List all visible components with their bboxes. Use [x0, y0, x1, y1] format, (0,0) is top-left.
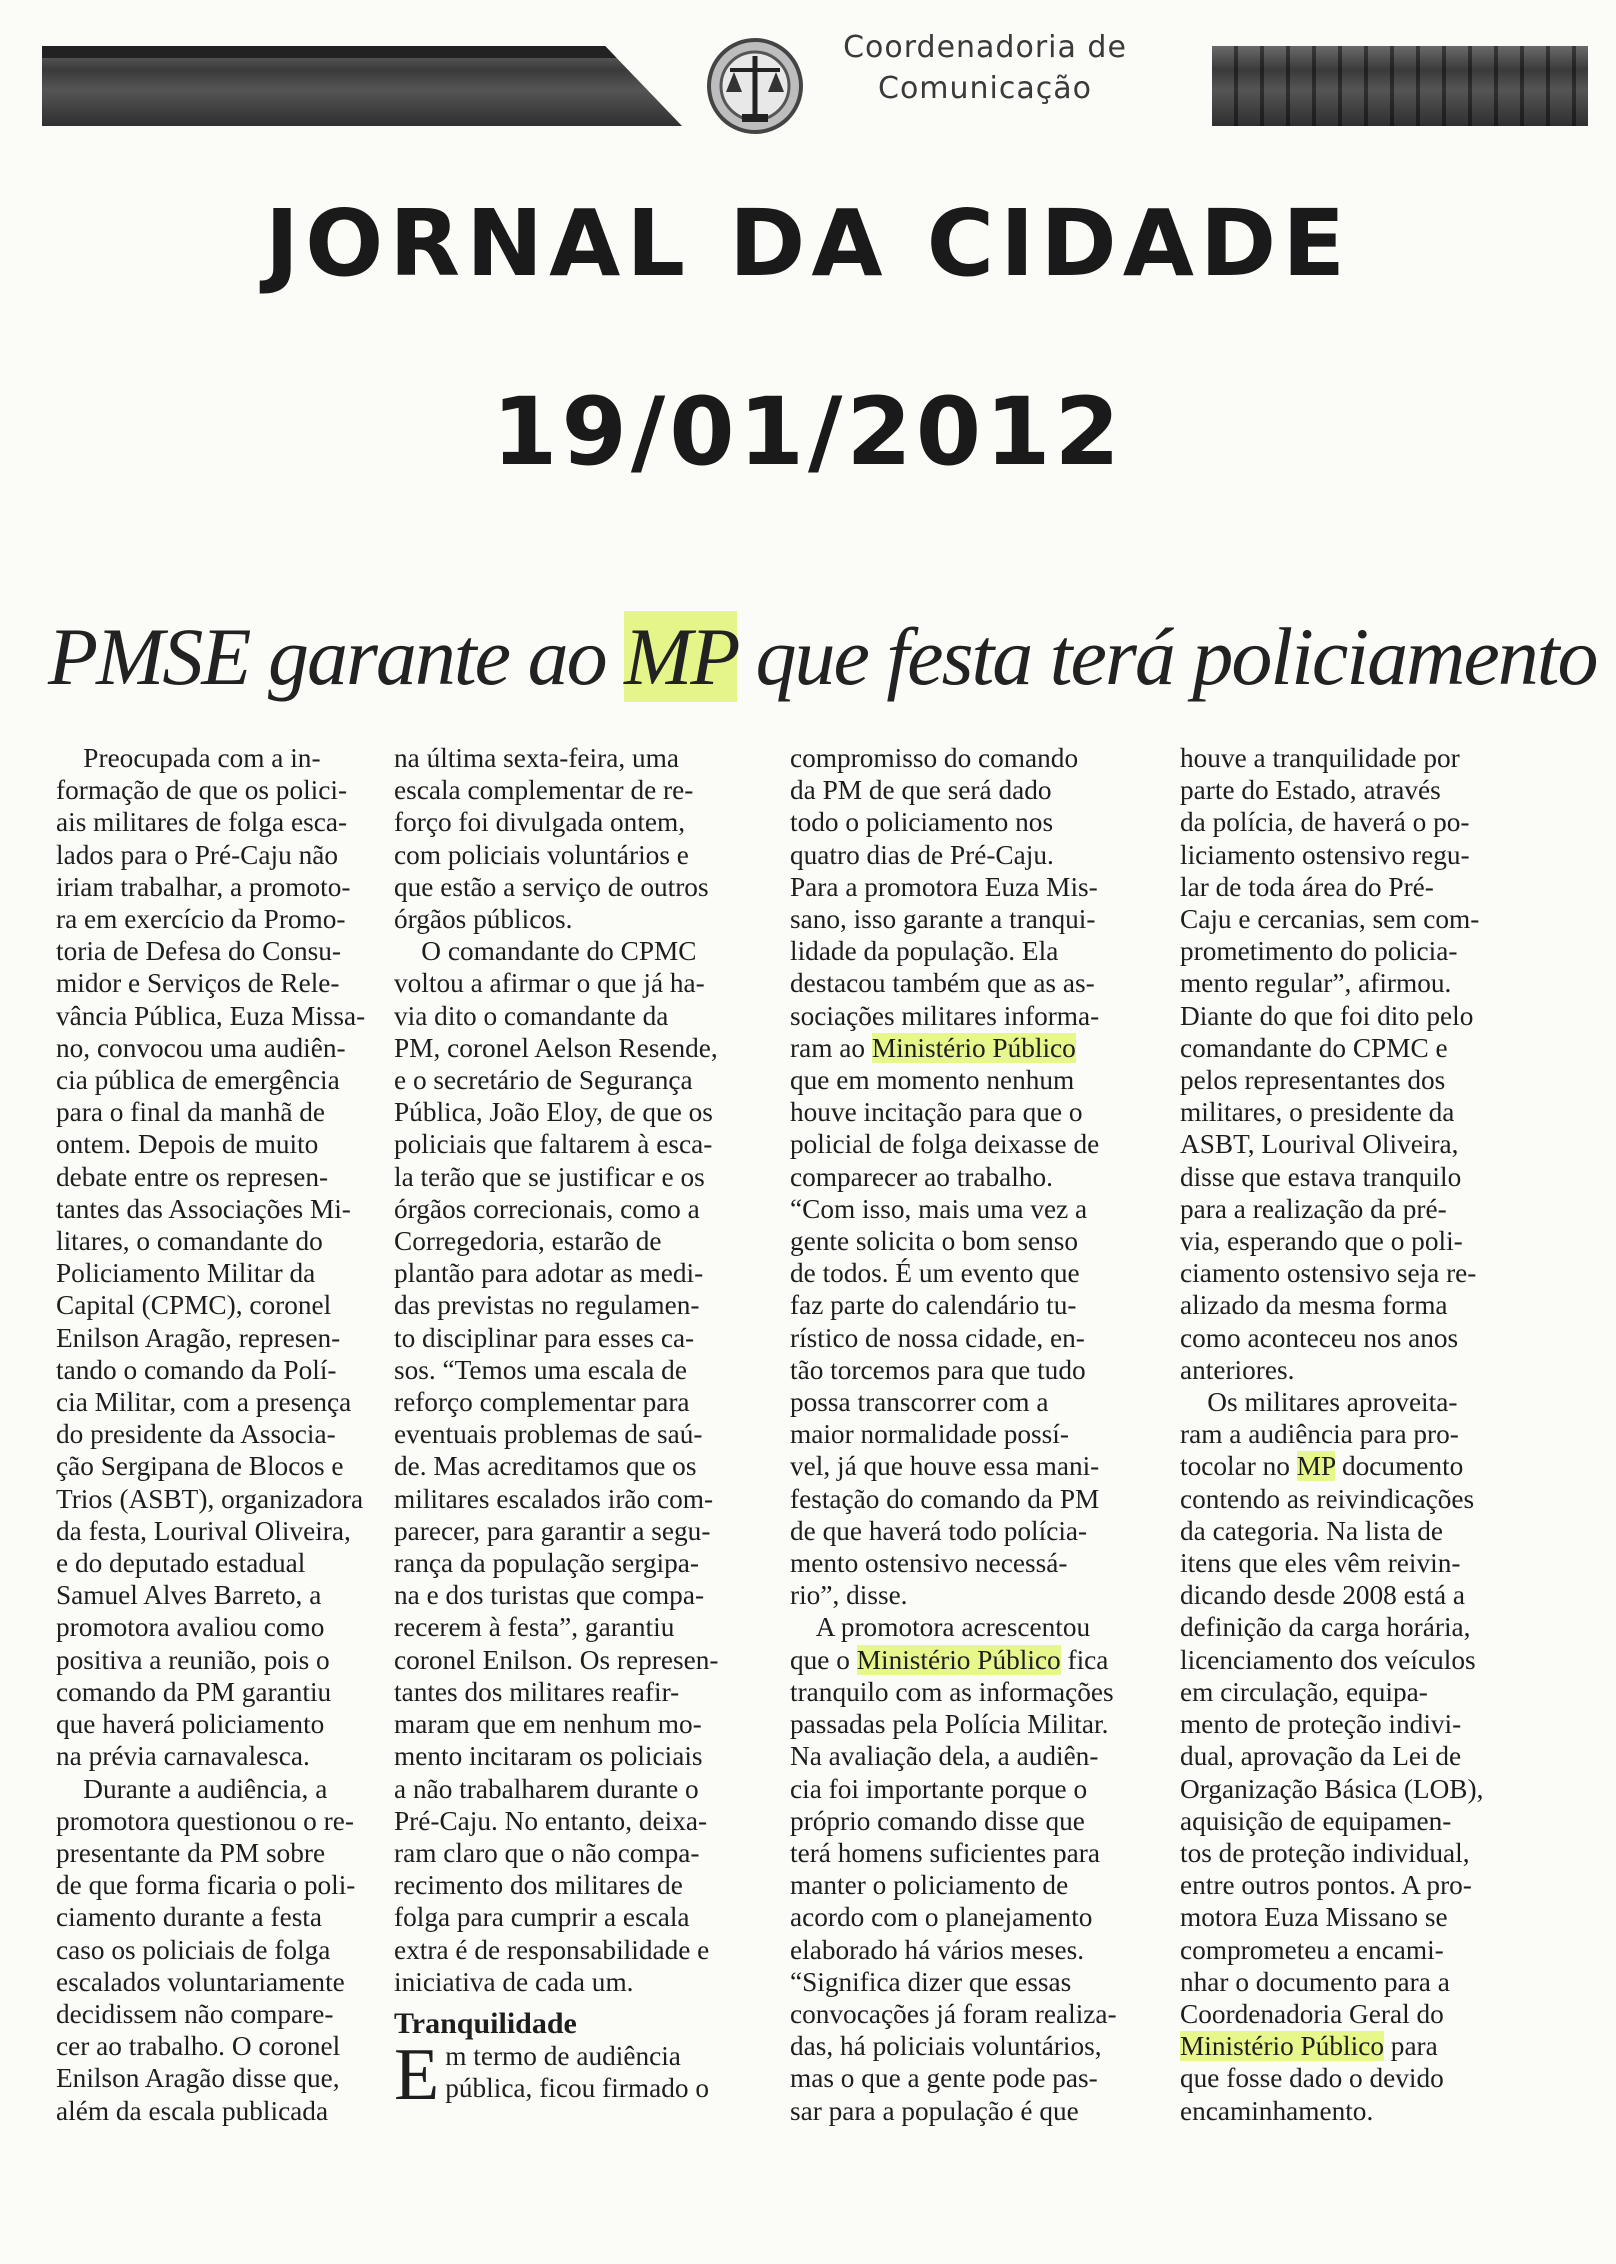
text-line: extra é de responsabilidade e: [394, 1934, 710, 1965]
headline-highlight: MP: [624, 611, 737, 702]
text-line: voltou a afirmar o que já ha-: [394, 968, 705, 999]
text-line: na prévia carnavalesca.: [56, 1741, 310, 1772]
text-line: para o final da manhã de: [56, 1097, 326, 1128]
text-line: alizado da mesma forma: [1180, 1290, 1448, 1321]
text-line: faz parte do calendário tu-: [790, 1290, 1077, 1321]
text-line: via, esperando que o poli-: [1180, 1226, 1463, 1257]
text-line: do presidente da Associa-: [56, 1419, 336, 1450]
text-line: policiais que faltarem à esca-: [394, 1129, 713, 1160]
text-line: Trios (ASBT), organizadora: [56, 1483, 364, 1514]
text-line: houve a tranquilidade por: [1180, 743, 1460, 773]
text-line: da categoria. Na lista de: [1180, 1515, 1443, 1546]
text-line: festação do comando da PM: [790, 1483, 1100, 1514]
text-line: destacou também que as as-: [790, 968, 1095, 999]
text-line: órgãos correcionais, como a: [394, 1193, 700, 1224]
text-line: dicando desde 2008 está a: [1180, 1580, 1466, 1611]
text-line: Preocupada com a in-: [56, 743, 321, 773]
newspaper-title: JORNAL DA CIDADE: [264, 190, 1352, 297]
text-line: anteriores.: [1180, 1354, 1295, 1385]
text-line: ram claro que o não compa-: [394, 1837, 700, 1868]
org-label: [842, 24, 1128, 124]
text-line: folga para cumprir a escala: [394, 1902, 690, 1933]
scales-of-justice-emblem-icon: [700, 26, 810, 146]
text-line: promotora questionou o re-: [56, 1805, 354, 1836]
text-line: tando o comando da Polí-: [56, 1354, 337, 1385]
text-line: Enilson Aragão, represen-: [56, 1322, 341, 1353]
text-line: coronel Enilson. Os represen-: [394, 1644, 719, 1675]
article-column-3: [790, 742, 1158, 2127]
text-line: Para a promotora Euza Mis-: [790, 871, 1098, 902]
text-line: tranquilo com as informações: [790, 1676, 1114, 1707]
text-line: prometimento do policia-: [1180, 936, 1458, 967]
text-line: tantes das Associações Mi-: [56, 1193, 351, 1224]
text-line: mento de proteção indivi-: [1180, 1709, 1462, 1740]
text-line: da PM de que será dado: [790, 775, 1052, 806]
publication-date: 19/01/2012: [492, 378, 1124, 487]
article-column-2-body: [394, 742, 764, 1998]
text-line: eventuais problemas de saú-: [394, 1419, 703, 1450]
text-line: ram a audiência para pro-: [1180, 1419, 1459, 1450]
text-line: em circulação, equipa-: [1180, 1676, 1428, 1707]
text-line: que estão a serviço de outros: [394, 871, 709, 902]
text-line: ASBT, Lourival Oliveira,: [1180, 1129, 1459, 1160]
header-band-left: [42, 46, 682, 126]
text-line: midor e Serviços de Rele-: [56, 968, 340, 999]
text-line: decidissem não compare-: [56, 1998, 334, 2029]
text-line: da polícia, de haverá o po-: [1180, 807, 1470, 838]
text-line: Capital (CPMC), coronel: [56, 1290, 332, 1321]
text-line: na última sexta-feira, uma: [394, 743, 679, 773]
text-line: Diante do que foi dito pelo: [1180, 1000, 1474, 1031]
text-line: pelos representantes dos: [1180, 1065, 1446, 1096]
text-line: Os militares aproveita-: [1180, 1387, 1458, 1418]
dropcap-paragraph: [394, 2034, 764, 2117]
text-line: militares, o presidente da: [1180, 1097, 1455, 1128]
highlighted-term: Ministério Público: [871, 1032, 1076, 1063]
text-line: no, convocou uma audiên-: [56, 1032, 346, 1063]
text-line: sar para a população é que: [790, 2095, 1079, 2126]
text-line: elaborado há vários meses.: [790, 1934, 1085, 1965]
text-line: maior normalidade possí-: [790, 1419, 1069, 1450]
text-line: m termo de audiência: [445, 2041, 681, 2072]
text-line: formação de que os polici-: [56, 775, 348, 806]
article-column-4: [1180, 742, 1522, 2127]
text-line: das previstas no regulamen-: [394, 1290, 700, 1321]
text-line: além da escala publicada: [56, 2095, 329, 2126]
text-line: ram ao Ministério Público: [790, 1032, 1076, 1063]
text-line: militares escalados irão com-: [394, 1483, 714, 1514]
highlighted-term: Ministério Público: [1180, 2031, 1384, 2062]
article-column-1: [56, 742, 376, 2127]
text-line: convocações já foram realiza-: [790, 1998, 1117, 2029]
article-headline: [48, 610, 1597, 704]
text-line: sociações militares informa-: [790, 1000, 1100, 1031]
text-line: que haverá policiamento: [56, 1709, 325, 1740]
text-line: disse que estava tranquilo: [1180, 1161, 1462, 1192]
text-line: debate entre os represen-: [56, 1161, 329, 1192]
text-line: Organização Básica (LOB),: [1180, 1773, 1484, 1804]
text-line: vel, já que houve essa mani-: [790, 1451, 1100, 1482]
text-line: tocolar no MP documento: [1180, 1451, 1464, 1482]
text-line: Ministério Público para: [1180, 2031, 1438, 2062]
text-line: Corregedoria, estarão de: [394, 1226, 662, 1257]
text-line: e do deputado estadual: [56, 1548, 306, 1579]
subheading: Tranquilidade: [394, 2006, 577, 2040]
text-line: ais militares de folga esca-: [56, 807, 348, 838]
text-line: tão torcemos para que tudo: [790, 1354, 1086, 1385]
text-line: recerem à festa”, garantiu: [394, 1612, 675, 1643]
text-line: liciamento ostensivo regu-: [1180, 839, 1470, 870]
text-line: com policiais voluntários e: [394, 839, 689, 870]
text-line: Pública, João Eloy, de que os: [394, 1097, 713, 1128]
text-line: que o Ministério Público fica: [790, 1644, 1109, 1675]
text-line: parte do Estado, através: [1180, 775, 1441, 806]
text-line: pública, ficou firmado o: [445, 2073, 709, 2104]
text-line: de. Mas acreditamos que os: [394, 1451, 697, 1482]
text-line: lar de toda área do Pré-: [1180, 871, 1434, 902]
text-line: Samuel Alves Barreto, a: [56, 1580, 322, 1611]
text-line: passadas pela Polícia Militar.: [790, 1709, 1109, 1740]
text-line: to disciplinar para esses ca-: [394, 1322, 695, 1353]
text-line: das, há policiais voluntários,: [790, 2031, 1102, 2062]
text-line: rístico de nossa cidade, en-: [790, 1322, 1085, 1353]
text-line: mento incitaram os policiais: [394, 1741, 703, 1772]
text-line: O comandante do CPMC: [394, 936, 697, 967]
text-line: para a realização da pré-: [1180, 1193, 1447, 1224]
text-line: comprometeu a encami-: [1180, 1934, 1444, 1965]
text-line: itens que eles vêm reivin-: [1180, 1548, 1461, 1579]
dropcap-letter: E: [394, 2034, 440, 2117]
text-line: reforço complementar para: [394, 1387, 690, 1418]
text-line: iniciativa de cada um.: [394, 1966, 634, 1997]
text-line: gente solicita o bom senso: [790, 1226, 1079, 1257]
text-line: mas o que a gente pode pas-: [790, 2063, 1098, 2094]
text-line: “Com isso, mais uma vez a: [790, 1193, 1088, 1224]
text-line: Na avaliação dela, a audiên-: [790, 1741, 1099, 1772]
text-line: policial de folga deixasse de: [790, 1129, 1100, 1160]
text-line: houve incitação para que o: [790, 1097, 1083, 1128]
text-line: cia Militar, com a presença: [56, 1387, 352, 1418]
text-line: A promotora acrescentou: [790, 1612, 1091, 1643]
header-band-right: [1212, 46, 1588, 126]
text-line: toria de Defesa do Consu-: [56, 936, 342, 967]
text-line: ciamento ostensivo seja re-: [1180, 1258, 1477, 1289]
text-line: que fosse dado o devido: [1180, 2063, 1444, 2094]
text-line: encaminhamento.: [1180, 2095, 1374, 2126]
text-line: próprio comando disse que: [790, 1805, 1085, 1836]
text-line: PM, coronel Aelson Resende,: [394, 1032, 718, 1063]
text-line: ciamento durante a festa: [56, 1902, 323, 1933]
text-line: sano, isso garante a tranqui-: [790, 904, 1096, 935]
text-line: Policiamento Militar da: [56, 1258, 316, 1289]
text-line: parecer, para garantir a segu-: [394, 1515, 711, 1546]
text-line: ra em exercício da Promo-: [56, 904, 346, 935]
text-line: caso os policiais de folga: [56, 1934, 331, 1965]
text-line: sos. “Temos uma escala de: [394, 1354, 687, 1385]
text-line: e o secretário de Segurança: [394, 1065, 693, 1096]
text-line: promotora avaliou como: [56, 1612, 325, 1643]
text-line: órgãos públicos.: [394, 904, 573, 935]
text-line: terá homens suficientes para: [790, 1837, 1100, 1868]
highlighted-term: Ministério Público: [856, 1644, 1061, 1675]
text-line: “Significa dizer que essas: [790, 1966, 1072, 1997]
text-line: vância Pública, Euza Missa-: [56, 1000, 366, 1031]
headline-text-after: que festa terá policiamento: [737, 611, 1597, 702]
text-line: Enilson Aragão disse que,: [56, 2063, 340, 2094]
text-line: como aconteceu nos anos: [1180, 1322, 1459, 1353]
text-line: litares, o comandante do: [56, 1226, 323, 1257]
text-line: cia pública de emergência: [56, 1065, 340, 1096]
text-line: compromisso do comando: [790, 743, 1079, 773]
text-line: Pré-Caju. No entanto, deixa-: [394, 1805, 708, 1836]
text-line: entre outros pontos. A pro-: [1180, 1870, 1472, 1901]
text-line: definição da carga horária,: [1180, 1612, 1471, 1643]
text-line: ção Sergipana de Blocos e: [56, 1451, 344, 1482]
text-line: aquisição de equipamen-: [1180, 1805, 1452, 1836]
text-line: acordo com o planejamento: [790, 1902, 1093, 1933]
article-column-2-tail: [394, 2034, 764, 2117]
text-line: na e dos turistas que compa-: [394, 1580, 705, 1611]
text-line: mento regular”, afirmou.: [1180, 968, 1452, 999]
text-line: Caju e cercanias, sem com-: [1180, 904, 1480, 935]
article-column-2: [394, 742, 764, 2117]
text-line: da festa, Lourival Oliveira,: [56, 1515, 351, 1546]
text-line: possa transcorrer com a: [790, 1387, 1049, 1418]
text-line: la terão que se justificar e os: [394, 1161, 705, 1192]
text-line: escalados voluntariamente: [56, 1966, 345, 1997]
text-line: presentante da PM sobre: [56, 1837, 326, 1868]
text-line: recimento dos militares de: [394, 1870, 683, 1901]
text-line: que em momento nenhum: [790, 1065, 1075, 1096]
text-line: lidade da população. Ela: [790, 936, 1059, 967]
text-line: maram que em nenhum mo-: [394, 1709, 702, 1740]
text-line: motora Euza Missano se: [1180, 1902, 1448, 1933]
text-line: lados para o Pré-Caju não: [56, 839, 338, 870]
highlighted-term: MP: [1296, 1451, 1336, 1482]
text-line: de todos. É um evento que: [790, 1258, 1080, 1289]
text-line: de que forma ficaria o poli-: [56, 1870, 356, 1901]
text-line: Coordenadoria Geral do: [1180, 1998, 1444, 2029]
text-line: tantes dos militares reafir-: [394, 1676, 680, 1707]
text-line: de que haverá todo polícia-: [790, 1515, 1088, 1546]
text-line: todo o policiamento nos: [790, 807, 1054, 838]
text-line: comparecer ao trabalho.: [790, 1161, 1053, 1192]
text-line: rio”, disse.: [790, 1580, 908, 1611]
text-line: manter o policiamento de: [790, 1870, 1069, 1901]
text-line: positiva a reunião, pois o: [56, 1644, 330, 1675]
text-line: rança da população sergipa-: [394, 1548, 699, 1579]
text-line: comandante do CPMC e: [1180, 1032, 1448, 1063]
text-line: nhar o documento para a: [1180, 1966, 1450, 1997]
text-line: ontem. Depois de muito: [56, 1129, 319, 1160]
text-line: forço foi divulgada ontem,: [394, 807, 686, 838]
org-line-1: Coordenadoria de: [843, 30, 1127, 65]
text-line: Durante a audiência, a: [56, 1773, 328, 1804]
text-line: via dito o comandante da: [394, 1000, 669, 1031]
text-line: dual, aprovação da Lei de: [1180, 1741, 1462, 1772]
org-line-2: Comunicação: [878, 71, 1092, 106]
headline-text-before: PMSE garante ao: [48, 611, 625, 702]
text-line: escala complementar de re-: [394, 775, 694, 806]
text-line: a não trabalharem durante o: [394, 1773, 699, 1804]
text-line: tos de proteção individual,: [1180, 1837, 1470, 1868]
text-line: contendo as reivindicações: [1180, 1483, 1475, 1514]
text-line: iriam trabalhar, a promoto-: [56, 871, 351, 902]
text-line: quatro dias de Pré-Caju.: [790, 839, 1054, 870]
text-line: plantão para adotar as medi-: [394, 1258, 704, 1289]
text-line: licenciamento dos veículos: [1180, 1644, 1476, 1675]
text-line: mento ostensivo necessá-: [790, 1548, 1068, 1579]
text-line: cia foi importante porque o: [790, 1773, 1088, 1804]
text-line: comando da PM garantiu: [56, 1676, 332, 1707]
text-line: cer ao trabalho. O coronel: [56, 2031, 341, 2062]
